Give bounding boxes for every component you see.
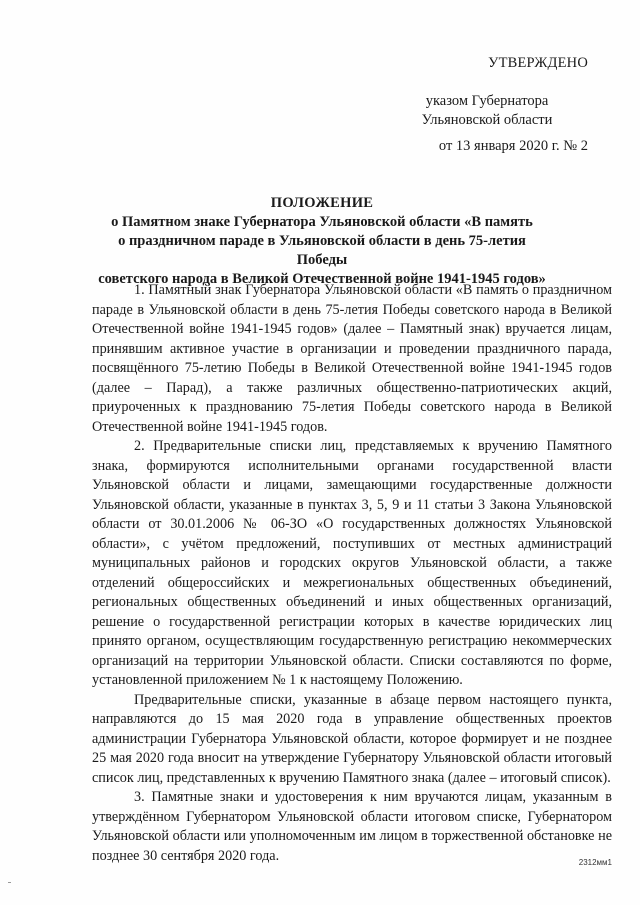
footer-code: 2312мм1 (578, 858, 612, 867)
approval-date: от 13 января 2020 г. № 2 (438, 138, 588, 154)
scan-speck (8, 882, 11, 883)
paragraph-2: 2. Предварительные списки лиц, представляемых к вручению Памятного знака, формируются исполнительными органами государственной власти Ульяновской области и лицами, замещающими государственные должности Ульяновской области, указанные в пунктах 3, 5, 9 и 11 статьи 3 Закона Ульяновской области от 30.01.2006 № 06-ЗО «О государственных должностях Ульяновской области», с учётом предложений, поступивших от местных администраций муниципальных районов и городских округов Ульяновской области, а также отделений общероссийских и межрегиональных общественных объединений, региональных общественных объединений и иных общественных организаций, решение о государственной регистрации которых в качестве юридических лиц принято органом, осуществляющим государственную регистрацию некоммерческих организаций на территории Ульяновской области. Списки составляются по форме, установленной приложением № 1 к настоящему Положению. (92, 438, 612, 688)
document-body (92, 281, 612, 866)
title-heading: ПОЛОЖЕНИЕ (270, 195, 374, 211)
approval-decree: указом Губернатора Ульяновской области (421, 93, 553, 128)
title-line-1: о Памятном знаке Губернатора Ульяновской области «В память (111, 214, 533, 230)
approved-stamp-text: УТВЕРЖДЕНО (488, 55, 588, 71)
document-title (92, 194, 552, 289)
paragraph-3: Предварительные списки, указанные в абзаце первом настоящего пункта, направляются до 15 мая 2020 года в управление общественных проектов администрации Губернатора Ульяновской области, которое формирует и не позднее 25 мая 2020 года вносит на утверждение Губернатору Ульяновской области итоговый список лиц, представленных к вручению Памятного знака (далее – итоговый список). (92, 691, 612, 786)
title-line-2: о праздничном параде в Ульяновской области в день 75-летия Победы (118, 233, 526, 268)
title-line-3: советского народа в Великой Отечественной войне 1941-1945 годов» (98, 271, 546, 287)
paragraph-4: 3. Памятные знаки и удостоверения к ним вручаются лицам, указанным в утверждённом Губернатором Ульяновской области итоговом списке, Губернатором Ульяновской области или уполномоченным им лицом в торжественной обстановке не позднее 30 сентября 2020 года. (92, 789, 612, 864)
paragraph-1: 1. Памятный знак Губернатора Ульяновской области «В память о праздничном параде в Ульяновской области в день 75-летия Победы советского народа в Великой Отечественной войне 1941-1945 годов» (далее – Памятный знак) вручается лицам, принявшим активное участие в организации и проведении праздничного парада, посвящённого 75-летию Победы в Великой Отечественной войне 1941-1945 годов (далее – Парад), а также различных общественно-патриотических акций, приуроченных к празднованию 75-летия Победы советского народа в Великой Отечественной войне 1941-1945 годов. (92, 282, 612, 435)
